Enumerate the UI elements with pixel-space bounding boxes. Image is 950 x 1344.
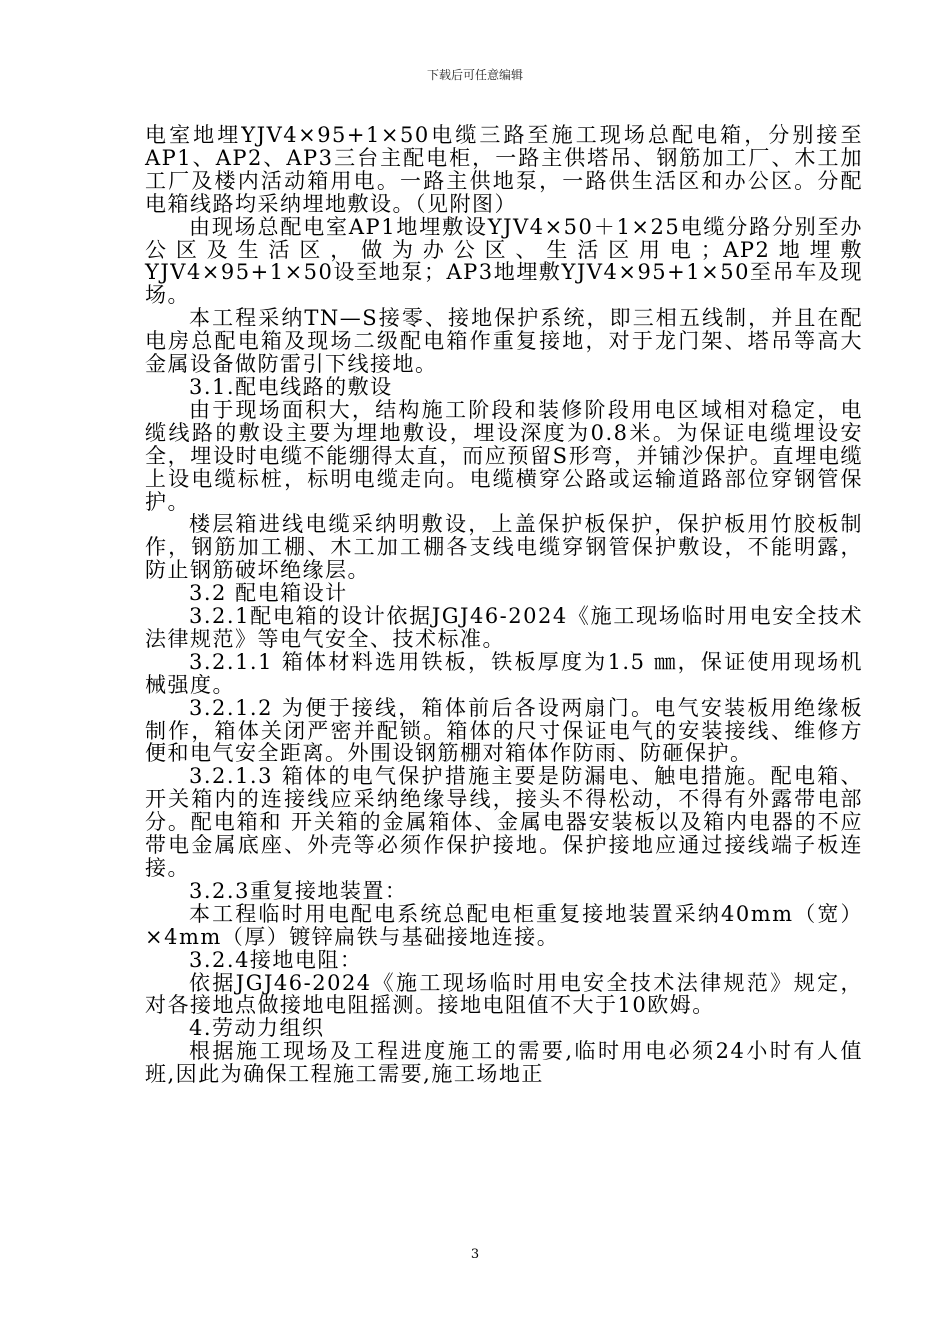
paragraph: 电室地埋YJV4×95+1×50电缆三路至施工现场总配电箱，分别接至AP1、AP2、AP3三台主配电柜，一路主供塔吊、钢筋加工厂、木工加工厂及楼内活动箱用电。一路主供地泵，一路供生活区和办公区。分配电箱线路均采纳埋地敷设。（见附图） bbox=[145, 123, 863, 216]
paragraph: 由于现场面积大，结构施工阶段和装修阶段用电区域相对稳定，电缆线路的敷设主要为埋地敷设，埋设深度为0.8米。为保证电缆埋设安全，埋设时电缆不能绷得太直，而应预留S形弯，并铺沙保护。直埋电缆上设电缆标桩，标明电缆走向。电缆横穿公路或运输道路部位穿钢管保护。 bbox=[145, 397, 863, 514]
paragraph: 3.2.1.1 箱体材料选用铁板，铁板厚度为1.5 ㎜，保证使用现场机械强度。 bbox=[145, 649, 863, 697]
page-number: 3 bbox=[470, 1247, 480, 1262]
section-heading: 3.1.配电线路的敷设 bbox=[189, 374, 393, 399]
section-heading: 3.2 配电箱设计 bbox=[189, 581, 348, 606]
paragraph: 根据施工现场及工程进度施工的需要,临时用电必须24小时有人值班,因此为确保工程施工需要,施工场地正 bbox=[145, 1039, 863, 1087]
paragraph: 本工程临时用电配电系统总配电柜重复接地装置采纳40mm（宽）×4mm（厚）镀锌扁铁与基础接地连接。 bbox=[145, 901, 863, 949]
paragraph: 楼层箱进线电缆采纳明敷设，上盖保护板保护，保护板用竹胶板制作，钢筋加工棚、木工加工棚各支线电缆穿钢管保护敷设，不能明露，防止钢筋破坏绝缘层。 bbox=[145, 512, 863, 583]
paragraph: 3.2.1配电箱的设计依据JGJ46-2024《施工现场临时用电安全技术法律规范》等电气安全、技术标准。 bbox=[145, 604, 863, 651]
paragraph: 由现场总配电室AP1地埋敷设YJV4×50＋1×25电缆分路分别至办公区及生活区，做为办公区、生活区用电；AP2地埋敷YJV4×95+1×50设至地泵；AP3地埋敷YJV4×95+1×50至吊车及现场。 bbox=[145, 214, 863, 308]
section-heading: 4.劳动力组织 bbox=[189, 1016, 325, 1041]
page-header: 下载后可任意编辑 bbox=[426, 68, 523, 82]
paragraph: 依据JGJ46-2024《施工现场临时用电安全技术法律规范》规定，对各接地点做接地电阻摇测。接地电阻值不大于10欧姆。 bbox=[145, 970, 863, 1018]
section-heading: 3.2.3重复接地装置： bbox=[189, 878, 408, 903]
section-heading: 3.2.4接地电阻： bbox=[189, 947, 363, 972]
paragraph: 3.2.1.3 箱体的电气保护措施主要是防漏电、触电措施。配电箱、开关箱内的连接线应采纳绝缘导线，接头不得松动，不得有外露带电部分。配电箱和 开关箱的金属箱体、金属电器安装板以及箱内电器的不应带电金属底座、外壳等必须作保护接地。保护接地应通过接线端子板连接。 bbox=[145, 764, 863, 880]
paragraph: 3.2.1.2 为便于接线，箱体前后各设两扇门。电气安装板用绝缘板制作，箱体关闭严密并配锁。箱体的尺寸保证电气的安装接线、维修方便和电气安全距离。外围设钢筋棚对箱体作防雨、防砸保护。 bbox=[145, 695, 863, 766]
paragraph: 本工程采纳TN—S接零、接地保护系统，即三相五线制，并且在配电房总配电箱及现场二级配电箱作重复接地，对于龙门架、塔吊等高大金属设备做防雷引下线接地。 bbox=[145, 306, 863, 377]
document-body bbox=[145, 124, 863, 1086]
